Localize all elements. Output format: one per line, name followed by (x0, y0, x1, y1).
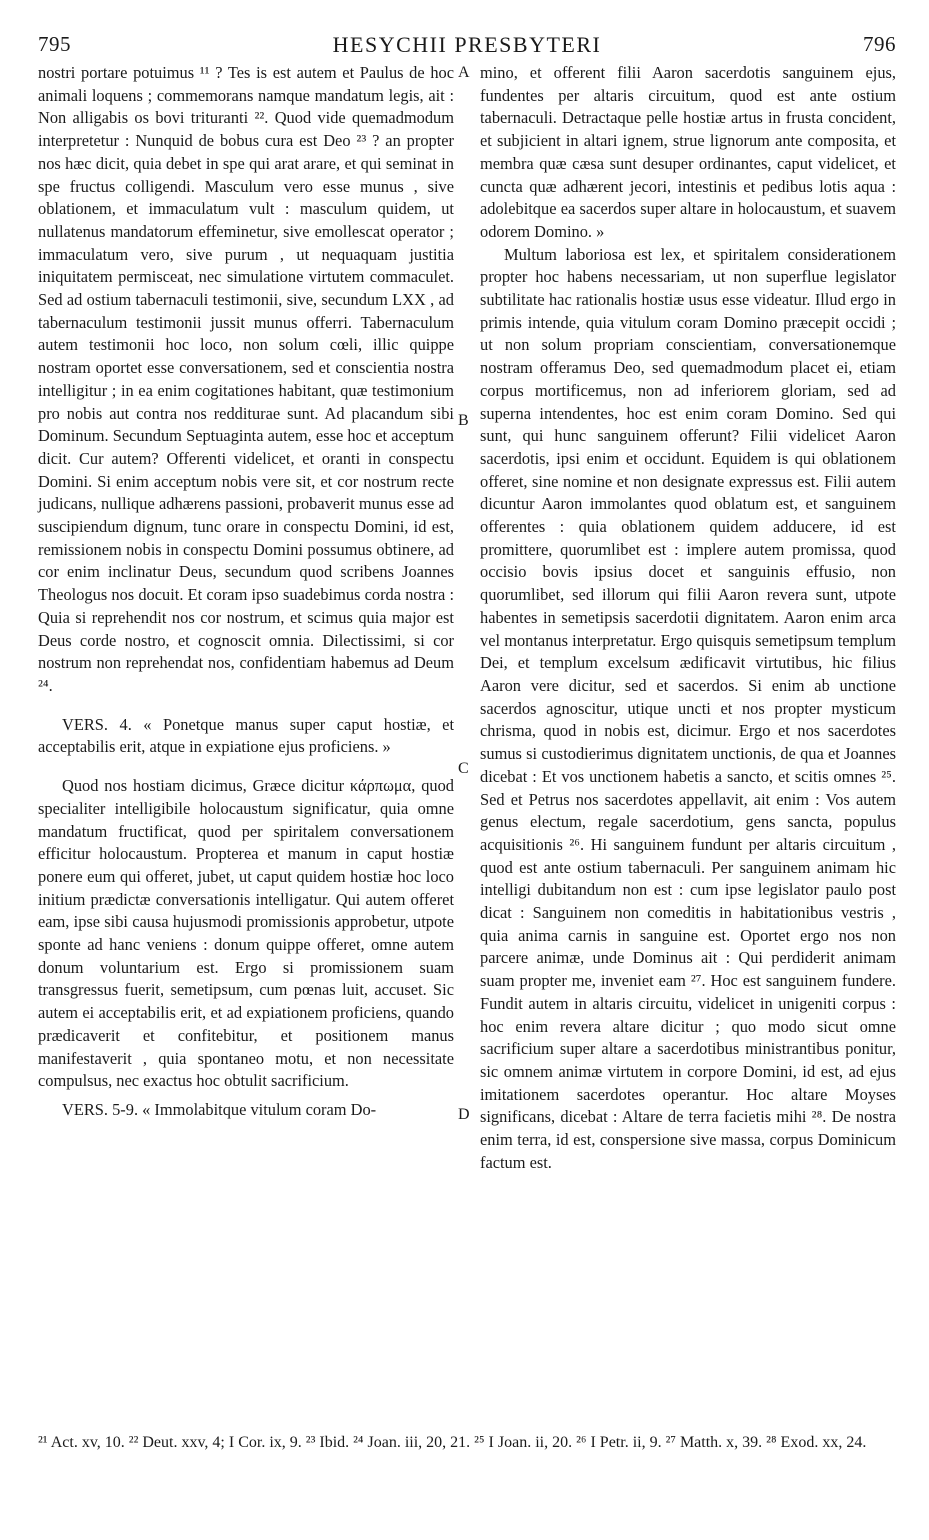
margin-letter-c: C (458, 760, 469, 777)
footnotes: ²¹ Act. xv, 10. ²² Deut. xxv, 4; I Cor. ix, 9. ²³ Ibid. ²⁴ Joan. iii, 20, 21. ²⁵ I Joan. ii, 20. ²⁶ I Petr. ii, 9. ²⁷ Matth. x, 39. ²⁸ Exod. xx, 24. (38, 1434, 867, 1451)
page-header (38, 32, 896, 62)
margin-letter-b: B (458, 412, 469, 429)
page-number-right: 796 (863, 32, 896, 56)
verse-heading: VERS. 5-9. « Immolabitque vitulum coram Do- (62, 1099, 377, 1119)
right-column (480, 62, 896, 1174)
left-column (38, 62, 454, 1122)
paragraph: Quod nos hostiam dicimus, Græce dicitur κάρπωμα, quod specialiter intelligibile holocaustum significatur, quia omne mandatum fructificat, quod per spiritalem conversationem efficitur holocaustum. Propterea et manum in caput hostiæ ponere eum qui offeret, jubet, ut caput quidem hostiæ hoc loco initium prædictæ conversationis intelligatur. Qui autem offeret eam, ipse sibi causa hujusmodi promissionis approbetur, utpote sponte ad hanc veniens : donum quippe offeret, omne autem donum voluntarium est. Ergo si promissionem suam transgressus fuerit, semetipsum, cum pœnas luit, accuset. Sic autem ei acceptabilis erit, et ad expiationem proficiens, quando prædicaverit et confitebitur, et positionem manus manifestaverit , quia spontaneo motu, et non necessitate compulsus, nec exactus hoc obtulit sacrificium. (38, 776, 454, 1091)
margin-letter-d: D (458, 1106, 470, 1123)
paragraph: nostri portare potuimus ¹¹ ? Tes is est autem et Paulus de hoc animali loquens ; commemorans namque mandatum legis, ait : Non alligabis os bovi trituranti ²². Quod vide quemadmodum interpretetur : Nunquid de bobus cura est Deo ²³ ? an propter nos hæc dicit, quia debet in spe qui arat arare, et qui seminat in spe fructus colligendi. Masculum vero esse munus , sive oblationem, et immaculatum vult : masculum quidem, ut nullatenus mandatorum effeminetur, sive emollescat operator ; immaculatum vero, sive purum , ut nequaquam justitia iniquitatem permisceat, nec simulatione virtutem commaculet. Sed ad ostium tabernaculi testimonii, sive, secundum LXX , ad tabernaculum testimonii jussit munus offerri. Tabernaculum autem testimonii hoc loco, non solum cœli, illic quippe nostram oportet esse conversationem, sed et conscientia nostra intelligitur ; in ea enim cogitationes habitant, quæ testimonium pro nobis aut contra nos redditurae sunt. Ad placandum sibi Dominum. Secundum Septuaginta autem, esse hoc et acceptum dicit. Cur autem? Offerenti videlicet, et oranti in conspectu Domini. Si enim acceptum nobis vere sit, et cor nostrum recte judicans, nullique adhærens passioni, probaverit munus esse ad suscipiendum dignum, tunc orare in conspectu Domini, id est, remissionem nobis in conspectu Domini possumus obtinere, ad cor enim inclinatur Deus, secundum quod scribens Joannes Theologus nos docuit. Et coram ipso suadebimus corda nostra : Quia si reprehendit nos cor nostrum, et scimus quia major est Deus corde nostro, et cognoscit omnia. Dilectissimi, si cor nostrum non reprehendat nos, confidentiam habemus ad Deum ²⁴. (38, 63, 454, 695)
margin-letter-a: A (458, 64, 470, 81)
paragraph: Multum laboriosa est lex, et spiritalem considerationem propter hoc habens necessariam, ut non superflue legislator subtilitate hac rationalis hostiæ usus esse videatur. Illud ergo in primis intende, quia vitulum coram Domino præcepit occidi ; ut non solum propriam conscientiam, conversationemque nostram offeramus Deo, sed quemadmodum placet ei, etiam corpus mortificemus, non ad inferiorem gloriam, sed ad superna intendentes, hoc est enim coram Domino. Sed qui sunt, qui hunc sanguinem offerunt? Filii videlicet Aaron sacerdotis, ipsi enim et occidunt. Equidem is qui oblationem offeret, sine nomine et non designate expressus est. Filii autem dicuntur Aaron immolantes quod oblatum est, et sanguinem offerentes : quia oblationem quidem adducere, id est promittere, quorumlibet est : implere autem promissa, quod occisio bovis ipsius docet et sanguinis effusio, non quorumlibet, sed illorum qui filii Aaron revera sunt, utpote habentes in semetipsis sacerdotii dignitatem. Aaron enim arca vel montanus interpretatur. Ergo quisquis semetipsum templum Dei, et templum excelsum ædificavit virtutibus, hic filius Aaron vere dicitur, sed et sacerdos. Si enim ab unctione sacerdos agnoscitur, utique uncti et nos propter mysticum chrisma, quod in nobis est, dicimur. Ergo et nos sacerdotes sumus si custodierimus dignitatem unctionis, de qua et Joannes dicebat : Et vos unctionem habetis a sancto, et scitis omnes ²⁵. Sed et Petrus nos sacerdotes appellavit, ait enim : Vos autem genus electum, regale sacerdotium, gens sancta, populus acquisitionis ²⁶. Hi sanguinem fundunt per altaris circuitum , quod est ante ostium tabernaculi. Per sanguinem animam hic intelligi dubitandum non est : cum ipse legislator paulo post dicat : Sanguinem non comeditis in habitationibus vestris , quia anima carnis in sanguine est. Oportet ergo nos non parcere animæ, unde Dominus ait : Qui perdiderit animam suam propter me, inveniet eam ²⁷. Hoc est sanguinem fundere. Fundit autem in altaris circuitu, videlicet in unigeniti corpus : hoc enim revera altare dicitur ; quo modo sicut omne sacrificium super altare a sacerdotibus ministrantibus ponitur, sic omnem animæ virtutem in corpore Domini, id est, ad ejus imitationem sacerdotes operantur. Hoc altare Moyses significans, dicebat : Altare de terra facietis mihi ²⁸. De nostra enim terra, id est, conspersione sive massa, corpus Dominicum factum est. (480, 244, 896, 1172)
running-title: HESYCHII PRESBYTERI (332, 32, 602, 57)
verse-heading: VERS. 4. « Ponetque manus super caput hostiæ, et acceptabilis erit, atque in expiatione ejus proficiens. » (38, 714, 454, 757)
page-number-left: 795 (38, 32, 71, 56)
paragraph: mino, et offerent filii Aaron sacerdotis sanguinem ejus, fundentes per altaris circuitum, quod est ante ostium tabernaculi. Detractaque pelle hostiæ artus in frusta concident, et subjicient in altari ignem, strue lignorum ante composita, et membra quæ cæsa sunt desuper ordinantes, caput videlicet, et cuncta quæ adhærent jecori, intestinis et pedibus lotis aqua : adolebitque ea sacerdos super altare in holocaustum, et suavem odorem Domino. » (480, 63, 896, 241)
